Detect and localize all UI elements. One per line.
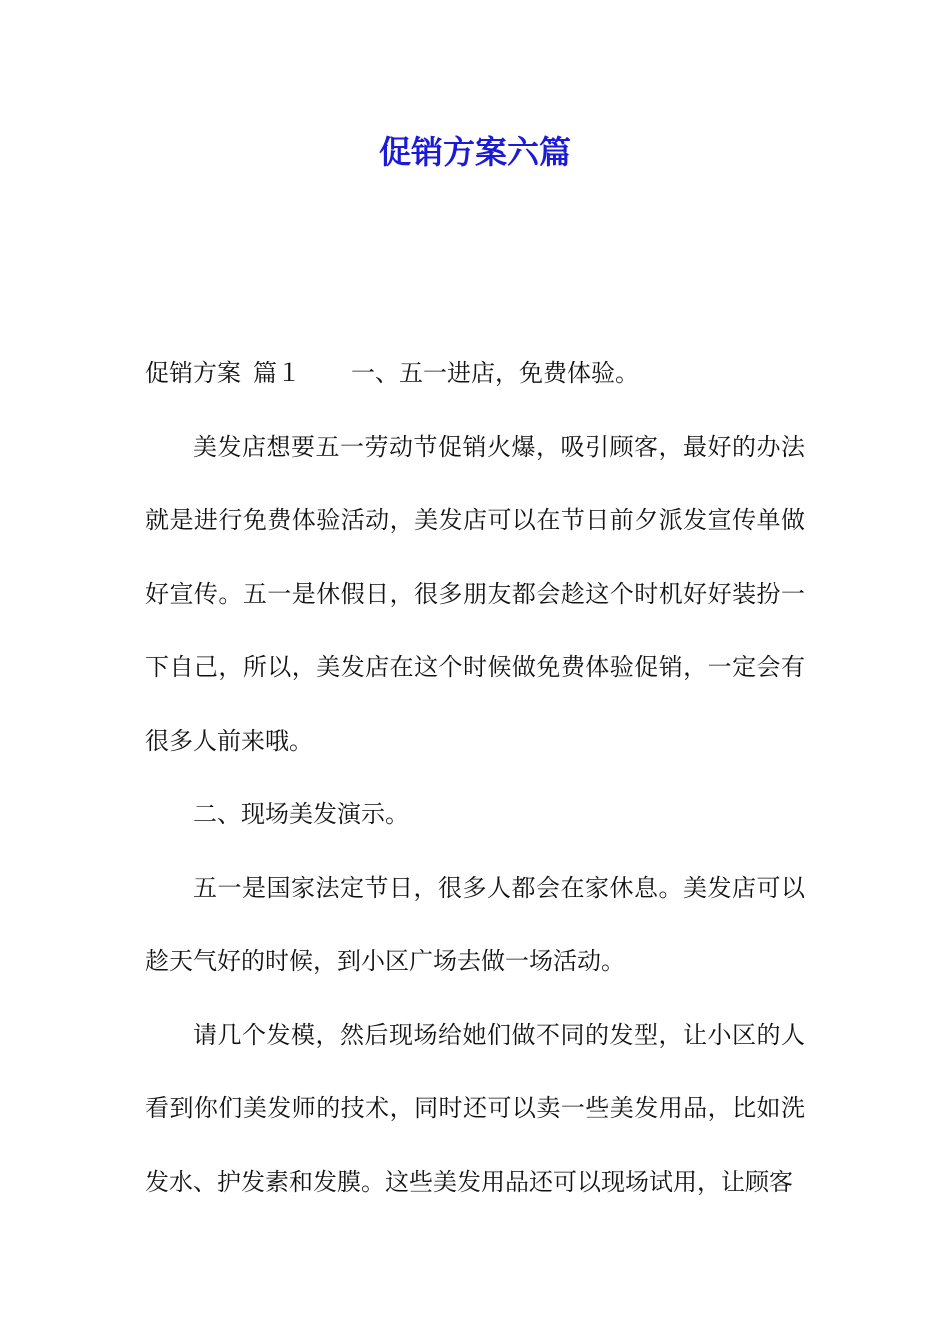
section-number: 篇１ [253,359,301,387]
document-body [145,337,805,1219]
section-label: 促销方案 [145,359,241,387]
section-heading: 二、现场美发演示。 [193,800,409,828]
body-paragraph: 五一是国家法定节日，很多人都会在家休息。美发店可以趁天气好的时候，到小区广场去做一场活动。 [145,873,805,975]
body-paragraph: 美发店想要五一劳动节促销火爆，吸引顾客，最好的办法就是进行免费体验活动，美发店可以在节日前夕派发宣传单做好宣传。五一是休假日，很多朋友都会趁这个时机好好装扮一下自己，所以，美发店在这个时候做免费体验促销，一定会有很多人前来哦。 [145,432,805,755]
document-title: 促销方案六篇 [378,133,571,171]
section-header-line [145,337,805,411]
first-heading: 一、五一进店，免费体验。 [351,359,639,387]
body-paragraph: 请几个发模，然后现场给她们做不同的发型，让小区的人看到你们美发师的技术，同时还可以卖一些美发用品，比如洗发水、护发素和发膜。这些美发用品还可以现场试用，让顾客 [145,1020,805,1196]
